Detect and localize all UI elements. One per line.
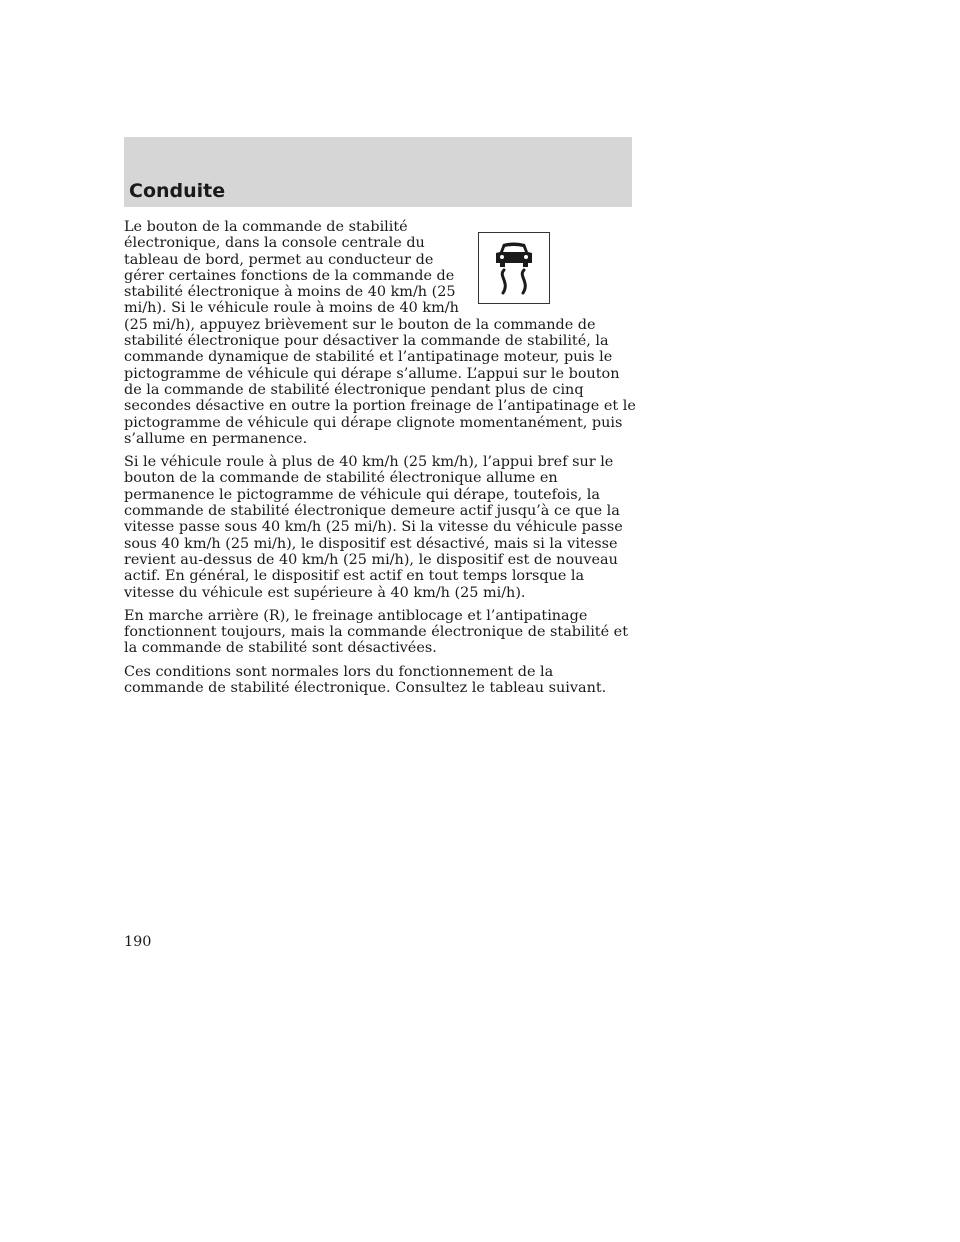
body-paragraph-2: Si le véhicule roule à plus de 40 km/h (25 km/h), l’appui bref sur le bouton de la commande de stabilité électronique allume en permanence le pictogramme de véhicule qui dérape, toutefois, la commande de stabilité électronique demeure actif jusqu’à ce que la vitesse passe sous 40 km/h (25 mi/h). Si la vitesse du véhicule passe sous 40 km/h (25 mi/h), le dispositif est désactivé, mais si la vitesse revient au-dessus de 40 km/h (25 mi/h), le dispositif est de nouveau actif. En général, le dispositif est actif en tout temps lorsque la vitesse du véhicule est supérieure à 40 km/h (25 mi/h). <box>124 454 623 601</box>
skidding-vehicle-glyph <box>491 241 537 295</box>
body-paragraph-1: Le bouton de la commande de stabilité électronique, dans la console centrale du tableau de bord, permet au conducteur de gérer certaines fonctions de la commande de stabilité électronique à moins de 40 km/h (25 mi/h). Si le véhicule roule à moins de 40 km/h (25 mi/h), appuyez brièvement sur le bouton de la commande de stabilité électronique pour désactiver la commande de stabilité, la commande dynamique de stabilité et l’antipatinage moteur, puis le pictogramme de véhicule qui dérape s’allume. L’appui sur le bouton de la commande de stabilité électronique pendant plus de cinq secondes désactive en outre la portion freinage de l’antipatinage et le pictogramme de véhicule qui dérape clignote momentanément, puis s’allume en permanence. <box>124 219 636 447</box>
page-content <box>124 219 636 703</box>
skidding-vehicle-icon <box>478 232 550 304</box>
body-paragraph-4: Ces conditions sont normales lors du fonctionnement de la commande de stabilité électronique. Consultez le tableau suivant. <box>124 663 607 697</box>
section-title: Conduite <box>129 180 226 202</box>
page-number: 190 <box>124 934 152 950</box>
body-paragraph-3: En marche arrière (R), le freinage antiblocage et l’antipatinage fonctionnent toujours, mais la commande électronique de stabilité et la commande de stabilité sont désactivées. <box>124 607 628 657</box>
